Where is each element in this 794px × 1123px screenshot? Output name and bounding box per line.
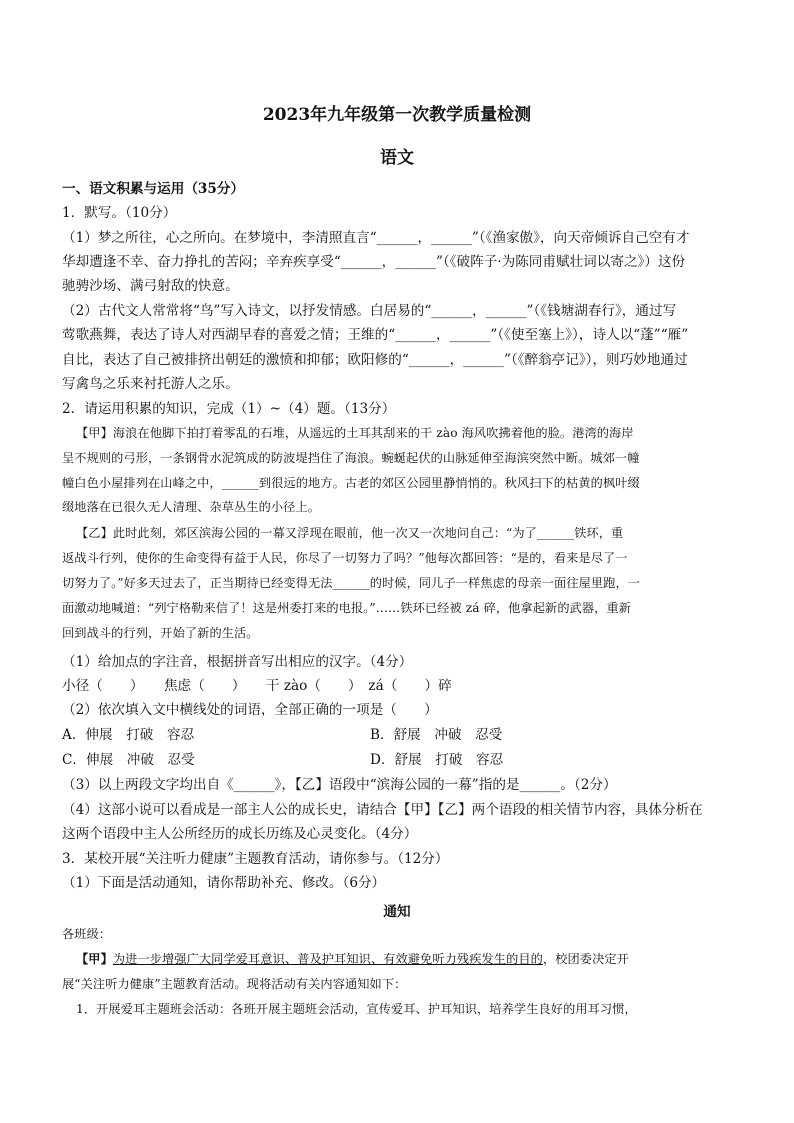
q1-line-2: 华却遭逢不幸、奋力挣扎的苦闷；辛弃疾享受“______，______”（《破阵子·为陈同甫赋壮词以寄之》）这份 — [62, 254, 686, 270]
passage-jia-line-2: 呈不规则的弓形，一条钢骨水泥筑成的防波堤挡住了海浪。蜿蜒起伏的山脉延伸至海滨突然中断。城郊一幢 — [62, 451, 640, 465]
exam-title: 2023年九年级第一次教学质量检测 — [262, 105, 532, 125]
notice-paragraph-1a-rest: ，校团委决定开 — [542, 952, 629, 966]
q2-4-line-2: 这两个语段中主人公所经历的成长历练及心灵变化。（4分） — [62, 826, 418, 842]
passage-jia-line-1: 【甲】海浪在他脚下拍打着零乱的石堆，从遥远的土耳其刮来的干 zào 海风吹拂着他的脸。港湾的海岸 — [76, 426, 634, 440]
q2-2: （2）依次填入文中横线处的词语，全部正确的一项是（ ） — [62, 702, 438, 718]
q2-1: （1）给加点的字注音，根据拼音写出相应的汉字。（4分） — [62, 654, 413, 670]
q1-line-6: 自比，表达了自己被排挤出朝廷的激愤和抑郁；欧阳修的“______，______”（《醉翁亭记》），则巧妙地通过 — [62, 352, 688, 368]
notice-paragraph-2: 1．开展爱耳主题班会活动：各班开展主题班会活动，宣传爱耳、护耳知识，培养学生良好的用耳习惯， — [76, 1002, 637, 1016]
notice-underlined-sentence: 为进一步增强广大同学爱耳意识、普及护耳知识、有效避免听力残疾发生的目的 — [112, 952, 543, 966]
passage-yi-line-5: 回到战斗的行列，开始了新的生活。 — [62, 626, 259, 640]
notice-salutation: 各班级： — [62, 927, 112, 941]
passage-yi-line-3: 切努力了。”好多天过去了，正当期待已经变得无法______的时候，同儿子一样焦虑的母亲一面往屋里跑，一 — [62, 576, 641, 590]
q2-3: （3）以上两段文字均出自《______》，【乙】语段中“滨海公园的一幕”指的是______。（2分） — [62, 777, 617, 793]
notice-paragraph-1b: 展“关注听力健康”主题教育活动。现将活动有关内容通知如下： — [62, 977, 407, 991]
question-1-heading: 1．默写。（10分） — [62, 205, 177, 221]
option-b: B．舒展 冲破 忍受 — [370, 727, 503, 743]
question-2-heading: 2．请运用积累的知识，完成（1）~（4）题。（13分） — [62, 401, 396, 417]
q1-line-5: 莺歌燕舞，表达了诗人对西湖早春的喜爱之情；王维的“______，______”（《使至塞上》），诗人以“蓬”“雁” — [62, 327, 689, 343]
q1-line-7: 写禽鸟之乐来衬托游人之乐。 — [62, 376, 239, 392]
notice-tag-jia: 【甲】 — [76, 952, 113, 966]
passage-yi-line-1: 【乙】此时此刻，郊区滨海公园的一幕又浮现在眼前，他一次又一次地问自己：“为了______铁环，重 — [76, 526, 624, 540]
q1-line-4: （2）古代文人常常将“鸟”写入诗文，以抒发情感。白居易的“______，______”（《钱塘湖春行》，通过写 — [62, 303, 677, 319]
passage-jia-line-4: 缀地落在已很久无人清理、杂草丛生的小径上。 — [62, 500, 321, 514]
q2-4-line-1: （4）这部小说可以看成是一部主人公的成长史，请结合【甲】【乙】两个语段的相关情节内容，具体分析在 — [62, 802, 703, 818]
notice-paragraph-1a — [76, 950, 746, 967]
passage-yi-line-4: 面激动地喊道：“列宁格勒来信了！这是州委打来的电报。”……铁环已经被 zá 碎，他拿起新的武器，重新 — [62, 601, 632, 615]
passage-yi-line-2: 返战斗行列，使你的生命变得有益于人民，你尽了一切努力了吗？”他每次都回答：“是的，看来是尽了一 — [62, 551, 628, 565]
subject-title: 语文 — [380, 148, 414, 168]
option-c: C．伸展 冲破 忍受 — [62, 752, 195, 768]
q2-1-blanks: 小径（ ） 焦虑（ ） 干 zào（ ） zá（ ）碎 — [62, 678, 452, 694]
option-d: D．舒展 打破 容忍 — [370, 752, 504, 768]
option-a: A．伸展 打破 容忍 — [62, 727, 195, 743]
q1-line-3: 驰骋沙场、满弓射敌的快意。 — [62, 278, 239, 294]
passage-jia-line-3: 幢白色小屋排列在山峰之中，______到很远的地方。古老的郊区公园里静悄悄的。秋风扫下的枯黄的枫叶缀 — [62, 476, 640, 490]
q1-line-1: （1）梦之所往，心之所向。在梦境中，李清照直言“______，______”（《渔家傲》，向天帝倾诉自己空有才 — [62, 230, 690, 246]
question-3-heading: 3．某校开展“关注听力健康”主题教育活动，请你参与。（12分） — [62, 851, 449, 867]
notice-heading: 通知 — [383, 904, 411, 920]
q3-1: （1）下面是活动通知，请你帮助补充、修改。（6分） — [62, 875, 386, 891]
section-heading: 一、语文积累与运用（35分） — [62, 181, 245, 197]
